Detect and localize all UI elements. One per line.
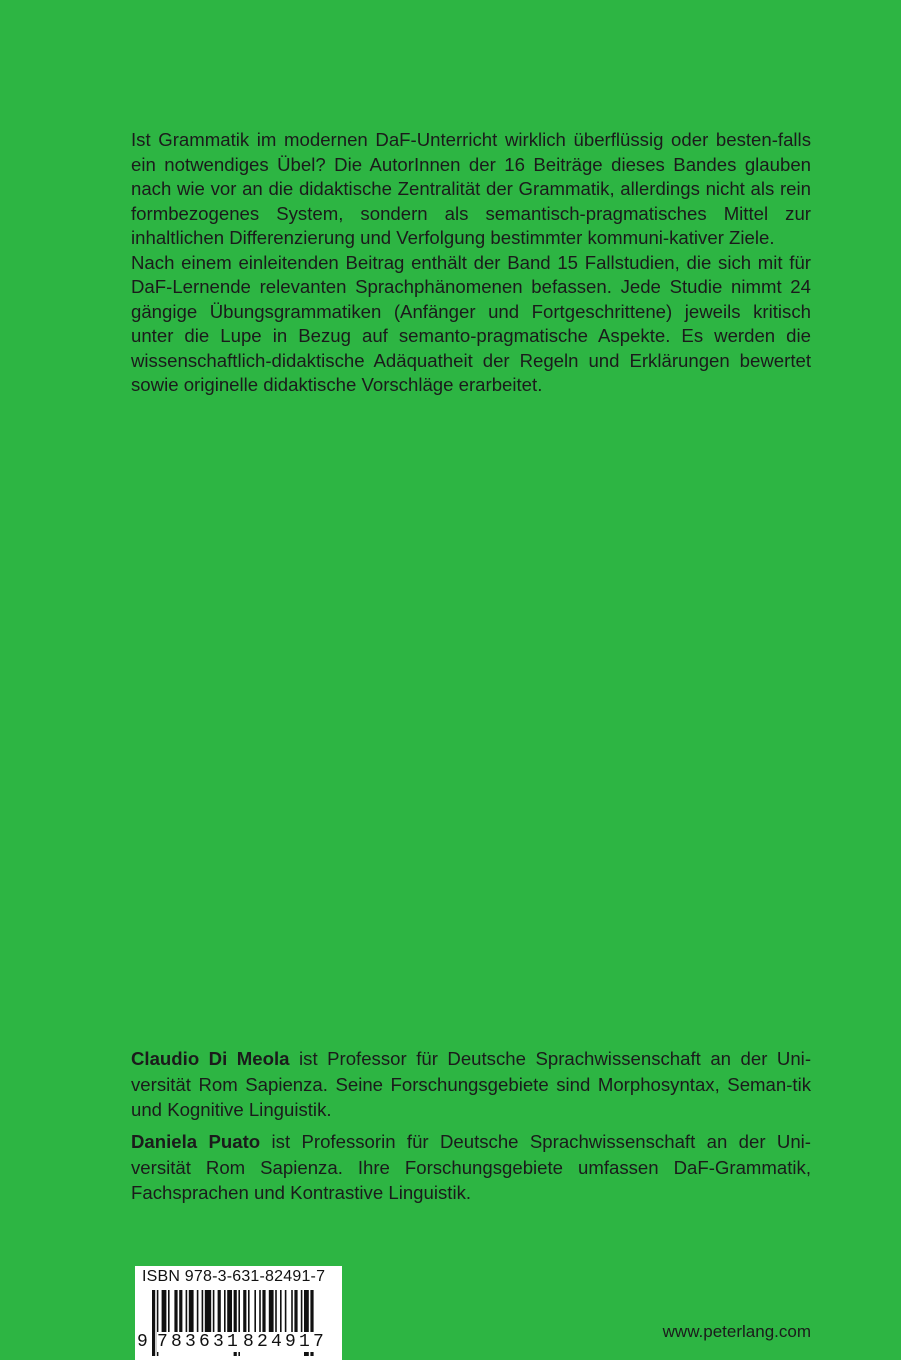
barcode-digits-left: 783631 bbox=[157, 1332, 242, 1352]
barcode-digits-right: 824917 bbox=[243, 1332, 328, 1352]
author-name-1: Claudio Di Meola bbox=[131, 1048, 290, 1069]
publisher-website: www.peterlang.com bbox=[662, 1322, 811, 1341]
barcode-digits bbox=[135, 1332, 342, 1354]
back-cover-blurb bbox=[131, 128, 811, 398]
isbn-barcode bbox=[135, 1266, 342, 1360]
blurb-paragraph-2: Nach einem einleitenden Beitrag enthält der Band 15 Fallstudien, die sich mit für DaF-Lernende relevanten Sprachphänomenen befassen. Jede Studie nimmt 24 gängige Übungsgrammatiken (Anfänger und Fortgeschrittene) jeweils kritisch unter die Lupe in Bezug auf semanto-pragmatische Aspekte. Es werden die wissenschaftlich-didaktische Adäquatheit der Regeln und Erklärungen bewertet sowie originelle didaktische Vorschläge erarbeitet. bbox=[131, 251, 811, 395]
author-bio-text-1: ist Professor für Deutsche Sprachwissenschaft an der Uni-versität Rom Sapienza. Seine Forschungsgebiete sind Morphosyntax, Seman-tik und Kognitive Linguistik. bbox=[131, 1048, 812, 1120]
author-bio-1 bbox=[131, 1046, 811, 1123]
barcode-digit-first: 9 bbox=[137, 1332, 148, 1352]
author-name-2: Daniela Puato bbox=[131, 1131, 261, 1152]
isbn-label: ISBN 978-3-631-82491-7 bbox=[142, 1268, 326, 1285]
blurb-paragraph-1: Ist Grammatik im modernen DaF-Unterricht wirklich überflüssig oder besten-falls ein notwendiges Übel? Die AutorInnen der 16 Beiträge dieses Bandes glauben nach wie vor an die didaktische Zentralität der Grammatik, allerdings nicht als rein formbezogenes System, sondern als semantisch-pragmatisches Mittel zur inhaltlichen Differenzierung und Verfolgung bestimmter kommuni-kativer Ziele. bbox=[131, 129, 811, 248]
author-bio-2 bbox=[131, 1129, 811, 1206]
author-bio-text-2: ist Professorin für Deutsche Sprachwissenschaft an der Uni-versität Rom Sapienza. Ihre Forschungsgebiete umfassen DaF-Grammatik, Fachsprachen und Kontrastive Linguistik. bbox=[131, 1131, 811, 1203]
